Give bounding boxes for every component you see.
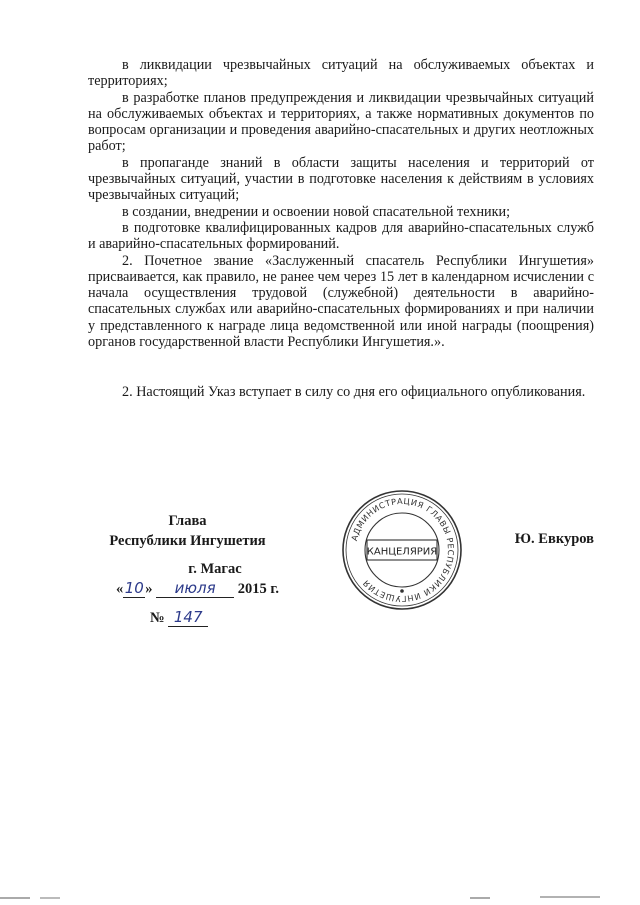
place-of-signing: г. Магас xyxy=(188,561,242,577)
seal-star-dot xyxy=(400,589,404,593)
paragraph-liquidation: в ликвидации чрезвычайных ситуаций на обслуживаемых объектах и территориях; xyxy=(88,57,594,90)
date-close-quote: » xyxy=(145,581,153,597)
decree-number xyxy=(150,608,208,627)
signatory-title-line2: Республики Ингушетия xyxy=(109,533,266,549)
paragraph-effective-date: 2. Настоящий Указ вступает в силу со дня его официального опубликования. xyxy=(122,384,586,401)
signatory-name: Ю. Евкуров xyxy=(514,531,594,547)
office-seal-stamp xyxy=(340,488,464,612)
scan-edge-marks xyxy=(0,880,640,900)
paragraph-equipment: в создании, внедрении и освоении новой спасательной техники; xyxy=(122,203,511,220)
paragraph-propaganda: в пропаганде знаний в области защиты населения и территорий от чрезвычайных ситуаций, участии в подготовке населения к действиям в условиях чрезвычайных ситуаций; xyxy=(88,154,594,204)
number-value: 147 xyxy=(168,608,208,627)
signatory-title xyxy=(100,511,275,551)
date-open-quote: « xyxy=(116,581,124,597)
date-month: июля xyxy=(156,579,234,598)
paragraph-planning: в разработке планов предупреждения и ликвидации чрезвычайных ситуаций на обслуживаемых объектах и территориях, а также нормативных документов по вопросам организации и проведения аварийно-спасательных и других неотложных работ; xyxy=(88,89,594,155)
date-day: 10 xyxy=(124,579,144,597)
decree-body xyxy=(88,57,594,401)
paragraph-training: в подготовке квалифицированных кадров для аварийно-спасательных служб и аварийно-спасательных формирований. xyxy=(88,219,594,253)
paragraph-honorary-title: 2. Почетное звание «Заслуженный спасатель Республики Ингушетия» присваивается, как правило, не ранее чем через 15 лет в календарном исчислении с начала осуществления трудовой (служебной) деятельности в аварийно-спасательных службах или аварийно-спасательных формированиях и при наличии у представленного к награде лица ведомственной или иной награды (поощрения) органов государственной власти Республики Ингушетия.». xyxy=(88,252,594,351)
number-sign: № xyxy=(150,610,165,626)
seal-center-text: КАНЦЕЛЯРИЯ xyxy=(366,546,438,558)
signing-date xyxy=(116,579,279,598)
seal-ring-text: АДМИНИСТРАЦИЯ ГЛАВЫ РЕСПУБЛИКИ ИНГУШЕТИЯ xyxy=(348,495,457,605)
signatory-title-line1: Глава xyxy=(168,513,207,529)
date-year: 2015 г. xyxy=(237,581,279,597)
